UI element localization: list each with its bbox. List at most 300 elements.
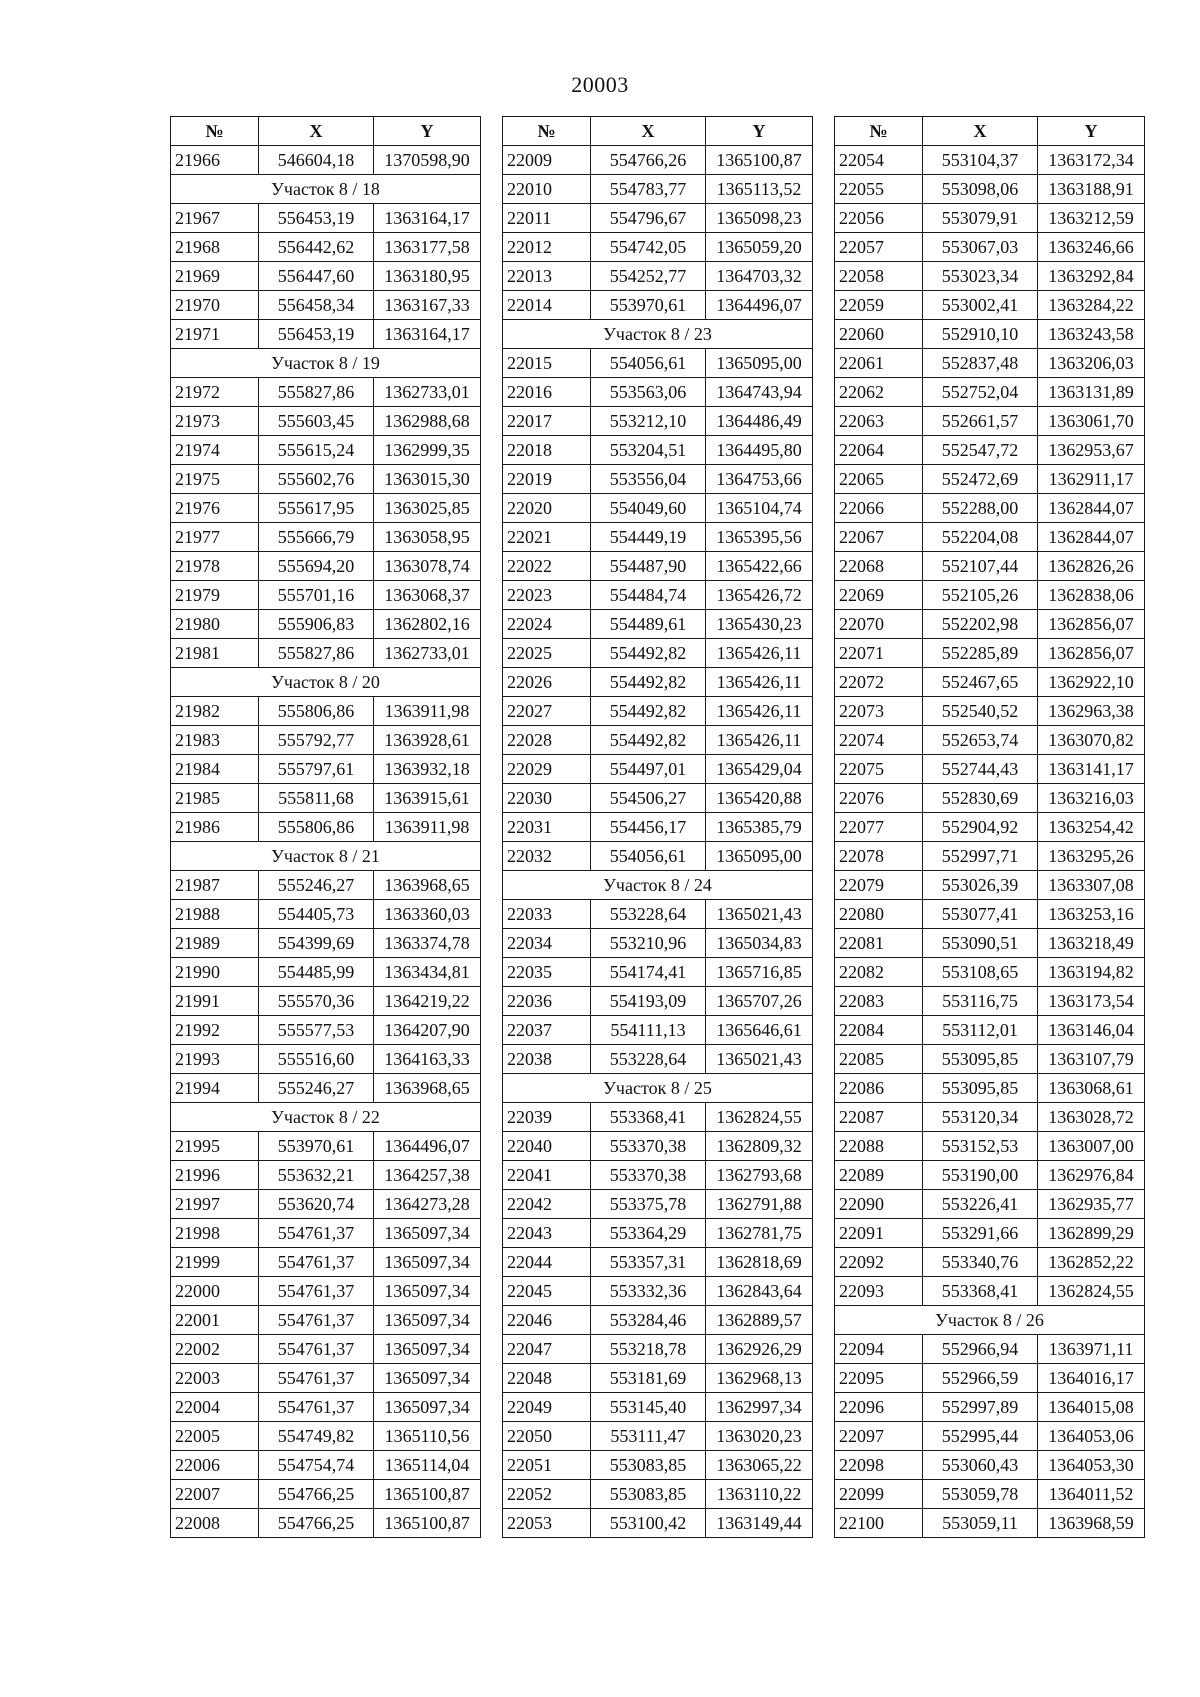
x-coordinate-cell: 553226,41	[923, 1190, 1038, 1219]
table-row	[171, 1306, 481, 1335]
point-number-cell: 22052	[503, 1480, 591, 1509]
y-coordinate-cell: 1363173,54	[1038, 987, 1145, 1016]
y-coordinate-cell: 1363246,66	[1038, 233, 1145, 262]
table-row	[503, 1393, 813, 1422]
table-row	[835, 407, 1145, 436]
y-coordinate-cell: 1363188,91	[1038, 175, 1145, 204]
x-coordinate-cell: 554056,61	[591, 842, 706, 871]
point-number-cell: 21981	[171, 639, 259, 668]
table-row	[503, 900, 813, 929]
x-coordinate-cell: 554506,27	[591, 784, 706, 813]
y-coordinate-cell: 1365426,72	[706, 581, 813, 610]
point-number-cell: 22069	[835, 581, 923, 610]
x-coordinate-cell: 553095,85	[923, 1074, 1038, 1103]
y-coordinate-cell: 1365034,83	[706, 929, 813, 958]
table-row	[171, 1074, 481, 1103]
x-coordinate-cell: 554766,26	[591, 146, 706, 175]
x-coordinate-cell: 554761,37	[259, 1364, 374, 1393]
table-row	[835, 349, 1145, 378]
point-number-cell: 22001	[171, 1306, 259, 1335]
point-number-cell: 22100	[835, 1509, 923, 1538]
y-coordinate-cell: 1363070,82	[1038, 726, 1145, 755]
point-number-cell: 22037	[503, 1016, 591, 1045]
section-title: Участок 8 / 18	[171, 175, 481, 204]
point-number-cell: 22002	[171, 1335, 259, 1364]
table-row	[171, 929, 481, 958]
y-coordinate-cell: 1363218,49	[1038, 929, 1145, 958]
point-number-cell: 22095	[835, 1364, 923, 1393]
table-row	[171, 1190, 481, 1219]
table-row	[171, 871, 481, 900]
y-coordinate-cell: 1362809,32	[706, 1132, 813, 1161]
x-coordinate-cell: 554492,82	[591, 639, 706, 668]
table-row	[503, 175, 813, 204]
table-row	[835, 1248, 1145, 1277]
point-number-cell: 22093	[835, 1277, 923, 1306]
point-number-cell: 22012	[503, 233, 591, 262]
table-row	[503, 146, 813, 175]
point-number-cell: 22045	[503, 1277, 591, 1306]
x-coordinate-cell: 553190,00	[923, 1161, 1038, 1190]
point-number-cell: 22054	[835, 146, 923, 175]
x-coordinate-cell: 552995,44	[923, 1422, 1038, 1451]
point-number-cell: 22034	[503, 929, 591, 958]
table-row	[171, 900, 481, 929]
point-number-cell: 22063	[835, 407, 923, 436]
x-coordinate-cell: 553120,34	[923, 1103, 1038, 1132]
point-number-cell: 22065	[835, 465, 923, 494]
y-coordinate-cell: 1362818,69	[706, 1248, 813, 1277]
x-coordinate-cell: 555617,95	[259, 494, 374, 523]
y-coordinate-cell: 1362856,07	[1038, 639, 1145, 668]
point-number-cell: 22099	[835, 1480, 923, 1509]
x-coordinate-cell: 552910,10	[923, 320, 1038, 349]
x-coordinate-cell: 555792,77	[259, 726, 374, 755]
point-number-cell: 22070	[835, 610, 923, 639]
y-coordinate-cell: 1363968,59	[1038, 1509, 1145, 1538]
table-row	[835, 1393, 1145, 1422]
table-row	[171, 1393, 481, 1422]
y-coordinate-cell: 1362826,26	[1038, 552, 1145, 581]
x-coordinate-cell: 552285,89	[923, 639, 1038, 668]
y-coordinate-cell: 1365110,56	[374, 1422, 481, 1451]
point-number-cell: 21979	[171, 581, 259, 610]
table-row	[835, 987, 1145, 1016]
point-number-cell: 22015	[503, 349, 591, 378]
table-row	[835, 523, 1145, 552]
x-coordinate-cell: 556442,62	[259, 233, 374, 262]
point-number-cell: 22024	[503, 610, 591, 639]
x-coordinate-cell: 553083,85	[591, 1451, 706, 1480]
x-coordinate-cell: 554754,74	[259, 1451, 374, 1480]
point-number-cell: 21994	[171, 1074, 259, 1103]
x-coordinate-cell: 553620,74	[259, 1190, 374, 1219]
point-number-cell: 22030	[503, 784, 591, 813]
table-row	[835, 175, 1145, 204]
point-number-cell: 22027	[503, 697, 591, 726]
x-coordinate-cell: 553108,65	[923, 958, 1038, 987]
point-number-cell: 21998	[171, 1219, 259, 1248]
y-coordinate-cell: 1365097,34	[374, 1364, 481, 1393]
section-row	[503, 871, 813, 900]
x-coordinate-cell: 554761,37	[259, 1393, 374, 1422]
x-coordinate-cell: 553370,38	[591, 1132, 706, 1161]
point-number-cell: 22083	[835, 987, 923, 1016]
table-row	[171, 581, 481, 610]
y-coordinate-cell: 1363177,58	[374, 233, 481, 262]
x-coordinate-cell: 552540,52	[923, 697, 1038, 726]
x-coordinate-cell: 553210,96	[591, 929, 706, 958]
x-coordinate-cell: 553098,06	[923, 175, 1038, 204]
x-coordinate-cell: 553332,36	[591, 1277, 706, 1306]
y-coordinate-cell: 1365097,34	[374, 1219, 481, 1248]
x-coordinate-cell: 554111,13	[591, 1016, 706, 1045]
table-row	[835, 1509, 1145, 1538]
point-number-cell: 22087	[835, 1103, 923, 1132]
point-number-cell: 21982	[171, 697, 259, 726]
x-coordinate-cell: 555797,61	[259, 755, 374, 784]
x-coordinate-cell: 554049,60	[591, 494, 706, 523]
x-coordinate-cell: 554487,90	[591, 552, 706, 581]
point-number-cell: 22096	[835, 1393, 923, 1422]
table-row	[503, 1248, 813, 1277]
y-coordinate-cell: 1363025,85	[374, 494, 481, 523]
point-number-cell: 21992	[171, 1016, 259, 1045]
y-coordinate-cell: 1365420,88	[706, 784, 813, 813]
point-number-cell: 22057	[835, 233, 923, 262]
point-number-cell: 22056	[835, 204, 923, 233]
y-coordinate-cell: 1362791,88	[706, 1190, 813, 1219]
section-title: Участок 8 / 26	[835, 1306, 1145, 1335]
table-row	[503, 1451, 813, 1480]
x-coordinate-cell: 554761,37	[259, 1335, 374, 1364]
table-row	[171, 987, 481, 1016]
table-row	[835, 958, 1145, 987]
x-coordinate-cell: 554405,73	[259, 900, 374, 929]
point-number-cell: 21968	[171, 233, 259, 262]
x-coordinate-cell: 552467,65	[923, 668, 1038, 697]
table-row	[835, 1190, 1145, 1219]
x-coordinate-cell: 554484,74	[591, 581, 706, 610]
x-coordinate-cell: 554761,37	[259, 1219, 374, 1248]
x-coordinate-cell: 554497,01	[591, 755, 706, 784]
point-number-cell: 21991	[171, 987, 259, 1016]
table-row	[835, 726, 1145, 755]
point-number-cell: 22018	[503, 436, 591, 465]
table-row	[835, 1161, 1145, 1190]
y-coordinate-cell: 1363149,44	[706, 1509, 813, 1538]
x-coordinate-cell: 554485,99	[259, 958, 374, 987]
x-coordinate-cell: 554761,37	[259, 1277, 374, 1306]
y-coordinate-cell: 1363206,03	[1038, 349, 1145, 378]
y-coordinate-cell: 1362793,68	[706, 1161, 813, 1190]
y-coordinate-cell: 1363434,81	[374, 958, 481, 987]
table-row	[171, 1248, 481, 1277]
x-coordinate-cell: 554749,82	[259, 1422, 374, 1451]
point-number-cell: 21980	[171, 610, 259, 639]
point-number-cell: 22040	[503, 1132, 591, 1161]
table-row	[503, 668, 813, 697]
x-coordinate-cell: 552966,59	[923, 1364, 1038, 1393]
x-coordinate-cell: 554761,37	[259, 1248, 374, 1277]
x-coordinate-cell: 553152,53	[923, 1132, 1038, 1161]
table-row	[171, 813, 481, 842]
table-row	[835, 784, 1145, 813]
y-coordinate-cell: 1363360,03	[374, 900, 481, 929]
table-row	[835, 639, 1145, 668]
header-y: Y	[706, 117, 813, 146]
y-coordinate-cell: 1365430,23	[706, 610, 813, 639]
table-row	[171, 1277, 481, 1306]
x-coordinate-cell: 553060,43	[923, 1451, 1038, 1480]
point-number-cell: 21970	[171, 291, 259, 320]
table-row	[503, 349, 813, 378]
table-row	[503, 610, 813, 639]
point-number-cell: 22000	[171, 1277, 259, 1306]
table-row	[171, 552, 481, 581]
point-number-cell: 22060	[835, 320, 923, 349]
y-coordinate-cell: 1365646,61	[706, 1016, 813, 1045]
table-row	[171, 639, 481, 668]
y-coordinate-cell: 1362844,07	[1038, 523, 1145, 552]
table-row	[503, 958, 813, 987]
table-row	[835, 929, 1145, 958]
table-row	[835, 1480, 1145, 1509]
point-number-cell: 21985	[171, 784, 259, 813]
point-number-cell: 22068	[835, 552, 923, 581]
x-coordinate-cell: 554766,25	[259, 1509, 374, 1538]
point-number-cell: 22085	[835, 1045, 923, 1074]
y-coordinate-cell: 1365097,34	[374, 1248, 481, 1277]
y-coordinate-cell: 1370598,90	[374, 146, 481, 175]
section-row	[503, 1074, 813, 1103]
table-row	[503, 291, 813, 320]
table-row	[835, 1103, 1145, 1132]
point-number-cell: 22049	[503, 1393, 591, 1422]
y-coordinate-cell: 1365021,43	[706, 900, 813, 929]
point-number-cell: 22039	[503, 1103, 591, 1132]
table-row	[835, 1335, 1145, 1364]
y-coordinate-cell: 1362899,29	[1038, 1219, 1145, 1248]
y-coordinate-cell: 1362852,22	[1038, 1248, 1145, 1277]
table-row	[835, 1016, 1145, 1045]
x-coordinate-cell: 555666,79	[259, 523, 374, 552]
table-row	[503, 1190, 813, 1219]
table-row	[835, 1277, 1145, 1306]
y-coordinate-cell: 1363194,82	[1038, 958, 1145, 987]
y-coordinate-cell: 1365100,87	[374, 1509, 481, 1538]
table-row	[503, 1509, 813, 1538]
coordinates-table-1	[170, 116, 481, 1538]
point-number-cell: 22046	[503, 1306, 591, 1335]
x-coordinate-cell: 555906,83	[259, 610, 374, 639]
x-coordinate-cell: 555615,24	[259, 436, 374, 465]
table-row	[171, 494, 481, 523]
y-coordinate-cell: 1363167,33	[374, 291, 481, 320]
table-row	[503, 1335, 813, 1364]
table-row	[503, 581, 813, 610]
table-row	[835, 204, 1145, 233]
table-row	[503, 378, 813, 407]
point-number-cell: 22043	[503, 1219, 591, 1248]
table-row	[503, 1103, 813, 1132]
y-coordinate-cell: 1363141,17	[1038, 755, 1145, 784]
table-row	[835, 1132, 1145, 1161]
y-coordinate-cell: 1364496,07	[706, 291, 813, 320]
table-row	[171, 1422, 481, 1451]
point-number-cell: 22091	[835, 1219, 923, 1248]
table-header-row	[171, 117, 481, 146]
y-coordinate-cell: 1363078,74	[374, 552, 481, 581]
table-row	[835, 871, 1145, 900]
table-row	[503, 407, 813, 436]
table-row	[171, 784, 481, 813]
table-row	[171, 1219, 481, 1248]
y-coordinate-cell: 1364495,80	[706, 436, 813, 465]
y-coordinate-cell: 1362824,55	[1038, 1277, 1145, 1306]
table-row	[171, 233, 481, 262]
x-coordinate-cell: 553077,41	[923, 900, 1038, 929]
y-coordinate-cell: 1365716,85	[706, 958, 813, 987]
table-row	[835, 842, 1145, 871]
x-coordinate-cell: 552997,89	[923, 1393, 1038, 1422]
y-coordinate-cell: 1365426,11	[706, 726, 813, 755]
section-title: Участок 8 / 20	[171, 668, 481, 697]
y-coordinate-cell: 1365100,87	[374, 1480, 481, 1509]
table-row	[171, 465, 481, 494]
point-number-cell: 21986	[171, 813, 259, 842]
y-coordinate-cell: 1364257,38	[374, 1161, 481, 1190]
x-coordinate-cell: 554796,67	[591, 204, 706, 233]
table-row	[835, 1451, 1145, 1480]
y-coordinate-cell: 1362856,07	[1038, 610, 1145, 639]
x-coordinate-cell: 553116,75	[923, 987, 1038, 1016]
header-number: №	[835, 117, 923, 146]
x-coordinate-cell: 552204,08	[923, 523, 1038, 552]
table-row	[171, 1509, 481, 1538]
point-number-cell: 22019	[503, 465, 591, 494]
x-coordinate-cell: 553090,51	[923, 929, 1038, 958]
x-coordinate-cell: 554399,69	[259, 929, 374, 958]
table-row	[503, 1364, 813, 1393]
x-coordinate-cell: 553970,61	[259, 1132, 374, 1161]
y-coordinate-cell: 1363307,08	[1038, 871, 1145, 900]
table-row	[503, 494, 813, 523]
y-coordinate-cell: 1363061,70	[1038, 407, 1145, 436]
y-coordinate-cell: 1362935,77	[1038, 1190, 1145, 1219]
table-row	[503, 1480, 813, 1509]
y-coordinate-cell: 1362997,34	[706, 1393, 813, 1422]
point-number-cell: 22025	[503, 639, 591, 668]
y-coordinate-cell: 1362926,29	[706, 1335, 813, 1364]
y-coordinate-cell: 1363911,98	[374, 813, 481, 842]
y-coordinate-cell: 1364273,28	[374, 1190, 481, 1219]
point-number-cell: 22013	[503, 262, 591, 291]
point-number-cell: 22017	[503, 407, 591, 436]
point-number-cell: 22058	[835, 262, 923, 291]
table-row	[503, 465, 813, 494]
y-coordinate-cell: 1365095,00	[706, 349, 813, 378]
y-coordinate-cell: 1364163,33	[374, 1045, 481, 1074]
section-title: Участок 8 / 19	[171, 349, 481, 378]
x-coordinate-cell: 553059,78	[923, 1480, 1038, 1509]
point-number-cell: 21977	[171, 523, 259, 552]
point-number-cell: 22064	[835, 436, 923, 465]
y-coordinate-cell: 1362843,64	[706, 1277, 813, 1306]
point-number-cell: 22006	[171, 1451, 259, 1480]
x-coordinate-cell: 555577,53	[259, 1016, 374, 1045]
coordinates-table-3	[834, 116, 1145, 1538]
table-row	[171, 523, 481, 552]
table-row	[171, 697, 481, 726]
table-row	[503, 1219, 813, 1248]
y-coordinate-cell: 1364015,08	[1038, 1393, 1145, 1422]
table-row	[835, 1074, 1145, 1103]
x-coordinate-cell: 554456,17	[591, 813, 706, 842]
y-coordinate-cell: 1362911,17	[1038, 465, 1145, 494]
table-row	[835, 378, 1145, 407]
y-coordinate-cell: 1364053,30	[1038, 1451, 1145, 1480]
table-row	[503, 1016, 813, 1045]
y-coordinate-cell: 1364219,22	[374, 987, 481, 1016]
y-coordinate-cell: 1365104,74	[706, 494, 813, 523]
point-number-cell: 22031	[503, 813, 591, 842]
y-coordinate-cell: 1362999,35	[374, 436, 481, 465]
y-coordinate-cell: 1365395,56	[706, 523, 813, 552]
point-number-cell: 22042	[503, 1190, 591, 1219]
x-coordinate-cell: 552105,26	[923, 581, 1038, 610]
x-coordinate-cell: 546604,18	[259, 146, 374, 175]
x-coordinate-cell: 553364,29	[591, 1219, 706, 1248]
table-row	[171, 146, 481, 175]
x-coordinate-cell: 554252,77	[591, 262, 706, 291]
y-coordinate-cell: 1363932,18	[374, 755, 481, 784]
x-coordinate-cell: 553181,69	[591, 1364, 706, 1393]
point-number-cell: 22088	[835, 1132, 923, 1161]
y-coordinate-cell: 1363253,16	[1038, 900, 1145, 929]
y-coordinate-cell: 1364011,52	[1038, 1480, 1145, 1509]
point-number-cell: 22073	[835, 697, 923, 726]
x-coordinate-cell: 553228,64	[591, 900, 706, 929]
y-coordinate-cell: 1365059,20	[706, 233, 813, 262]
section-title: Участок 8 / 25	[503, 1074, 813, 1103]
table-row	[503, 842, 813, 871]
y-coordinate-cell: 1362976,84	[1038, 1161, 1145, 1190]
y-coordinate-cell: 1362781,75	[706, 1219, 813, 1248]
y-coordinate-cell: 1363295,26	[1038, 842, 1145, 871]
x-coordinate-cell: 552472,69	[923, 465, 1038, 494]
point-number-cell: 22075	[835, 755, 923, 784]
x-coordinate-cell: 553212,10	[591, 407, 706, 436]
y-coordinate-cell: 1362838,06	[1038, 581, 1145, 610]
y-coordinate-cell: 1363911,98	[374, 697, 481, 726]
point-number-cell: 22048	[503, 1364, 591, 1393]
point-number-cell: 21976	[171, 494, 259, 523]
y-coordinate-cell: 1363068,37	[374, 581, 481, 610]
y-coordinate-cell: 1363968,65	[374, 1074, 481, 1103]
y-coordinate-cell: 1362953,67	[1038, 436, 1145, 465]
table-row	[171, 755, 481, 784]
x-coordinate-cell: 556458,34	[259, 291, 374, 320]
y-coordinate-cell: 1363374,78	[374, 929, 481, 958]
y-coordinate-cell: 1363284,22	[1038, 291, 1145, 320]
point-number-cell: 22022	[503, 552, 591, 581]
section-row	[171, 1103, 481, 1132]
x-coordinate-cell: 552661,57	[923, 407, 1038, 436]
x-coordinate-cell: 552830,69	[923, 784, 1038, 813]
x-coordinate-cell: 553145,40	[591, 1393, 706, 1422]
table-row	[503, 552, 813, 581]
